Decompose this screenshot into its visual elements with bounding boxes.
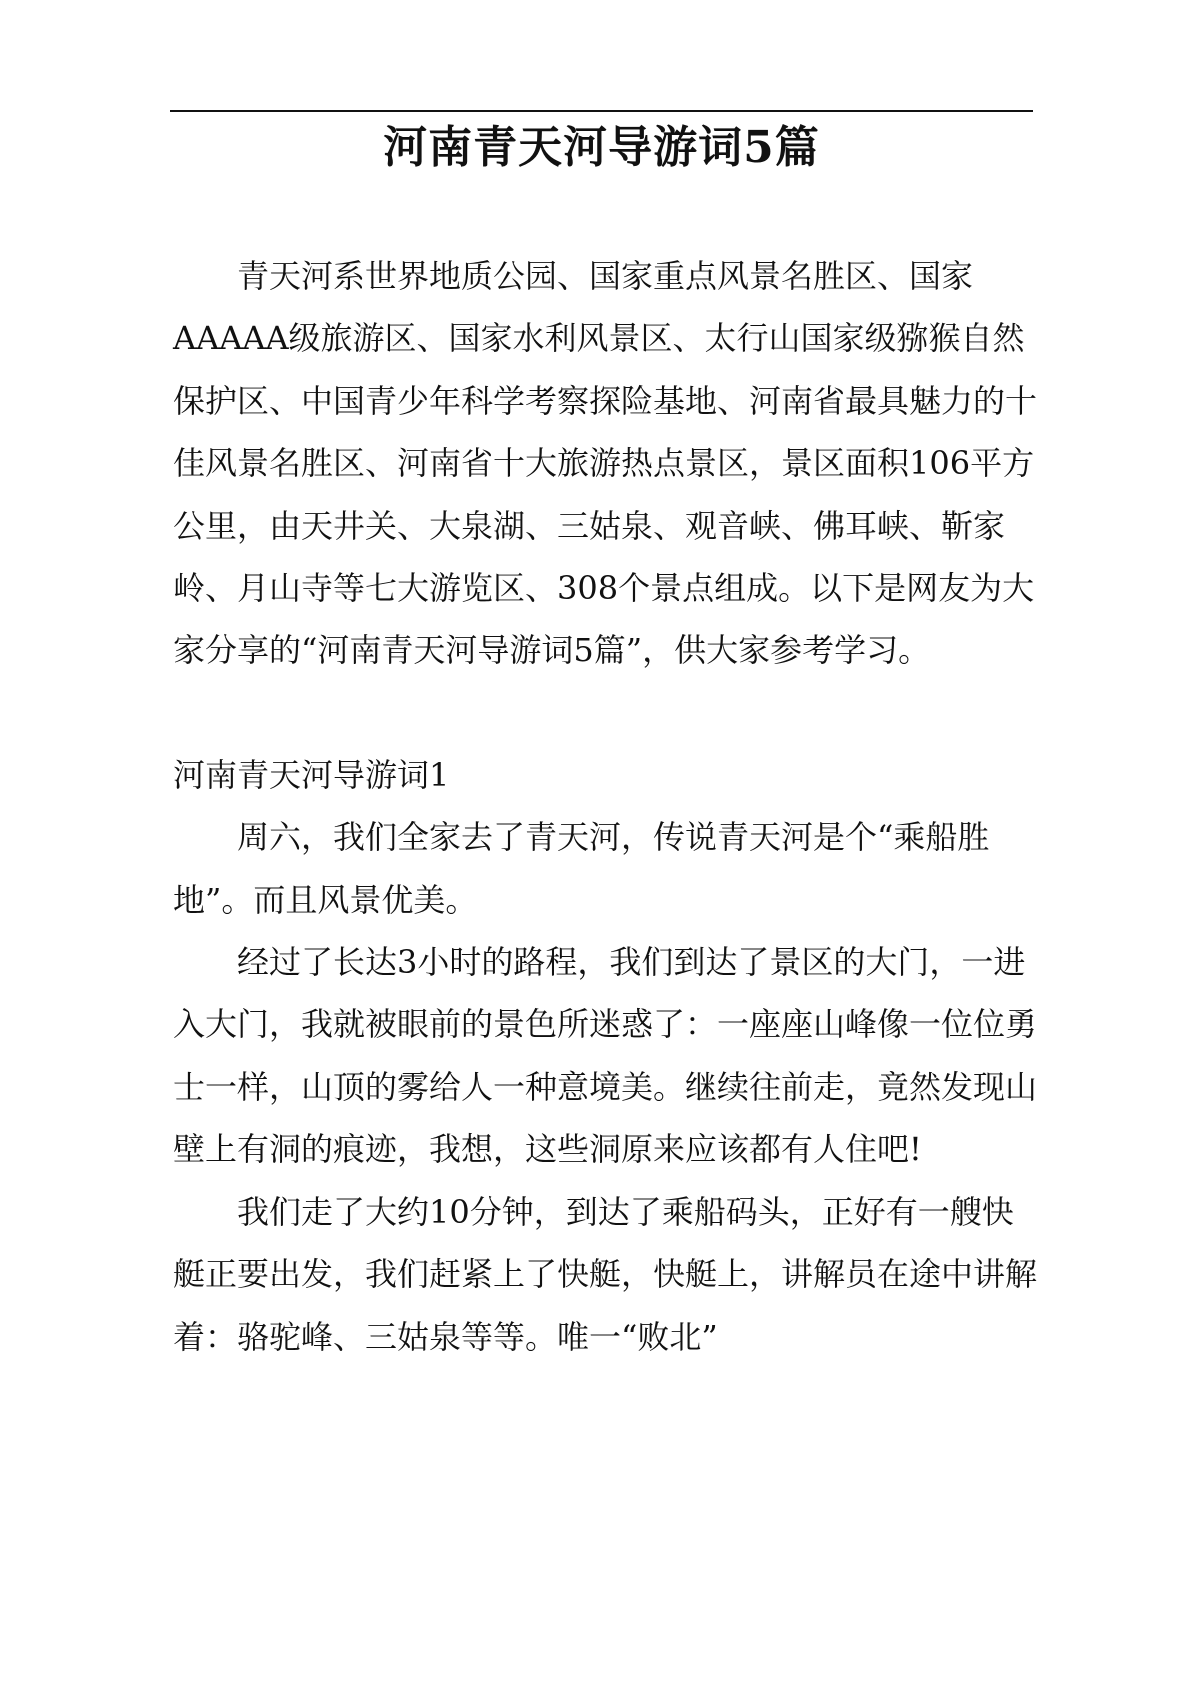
intro-paragraph: 青天河系世界地质公园、国家重点风景名胜区、国家AAAAA级旅游区、国家水利风景区、太行山国家级猕猴自然保护区、中国青少年科学考察探险基地、河南省最具魅力的十佳风景名胜区、河南省十大旅游热点景区，景区面积106平方公里，由天井关、大泉湖、三姑泉、观音峡、佛耳峡、靳家岭、月山寺等七大游览区、308个景点组成。以下是网友为大家分享的“河南青天河导游词5篇”，供大家参考学习。 — [173, 257, 1038, 670]
document-body — [173, 245, 1043, 1368]
paragraph-spacer — [173, 682, 1043, 744]
section-heading: 河南青天河导游词1 — [173, 755, 450, 794]
header-rule — [170, 110, 1033, 112]
body-paragraph: 我们走了大约10分钟，到达了乘船码头，正好有一艘快艇正要出发，我们赶紧上了快艇，快艇上，讲解员在途中讲解着：骆驼峰、三姑泉等等。唯一“败北” — [173, 1192, 1038, 1356]
document-title: 河南青天河导游词5篇 — [383, 122, 820, 173]
body-paragraph: 经过了长达3小时的路程，我们到达了景区的大门，一进入大门，我就被眼前的景色所迷惑了：一座座山峰像一位位勇士一样，山顶的雾给人一种意境美。继续往前走，竟然发现山壁上有洞的痕迹，我想，这些洞原来应该都有人住吧! — [173, 943, 1038, 1169]
body-paragraph: 周六，我们全家去了青天河，传说青天河是个“乘船胜地”。而且风景优美。 — [173, 818, 990, 919]
